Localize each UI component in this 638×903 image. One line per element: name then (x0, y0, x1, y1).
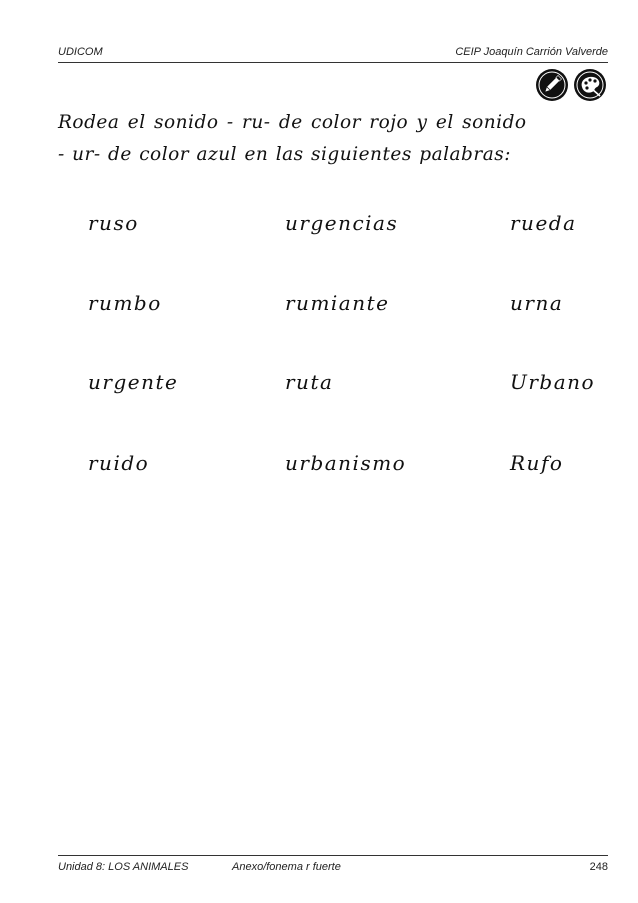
footer-divider (58, 855, 608, 856)
word-item: urbanismo (285, 451, 407, 475)
instruction-line-1: Rodea el sonido - ru- de color rojo y el sonido (58, 112, 527, 133)
palette-icon (574, 69, 606, 101)
header-organization: UDICOM (58, 46, 103, 58)
word-item: ruido (88, 451, 150, 475)
word-item: Urbano (510, 370, 596, 394)
word-item: urgente (88, 370, 179, 394)
word-item: urgencias (285, 211, 399, 235)
header-divider (58, 62, 608, 63)
footer-annex-title: Anexo/fonema r fuerte (232, 861, 341, 873)
word-item: ruta (285, 370, 334, 394)
footer-unit-title: Unidad 8: LOS ANIMALES (58, 861, 189, 873)
word-item: rueda (510, 211, 577, 235)
header-school-name: CEIP Joaquín Carrión Valverde (455, 46, 608, 58)
page-number: 248 (589, 861, 608, 873)
activity-icons (536, 69, 608, 103)
word-item: Rufo (510, 451, 564, 475)
word-item: ruso (88, 211, 139, 235)
word-item: rumiante (285, 291, 390, 315)
word-item: urna (510, 291, 564, 315)
word-item: rumbo (88, 291, 162, 315)
instruction-line-2: - ur- de color azul en las siguientes palabras: (58, 144, 511, 165)
pencil-icon (536, 69, 568, 101)
